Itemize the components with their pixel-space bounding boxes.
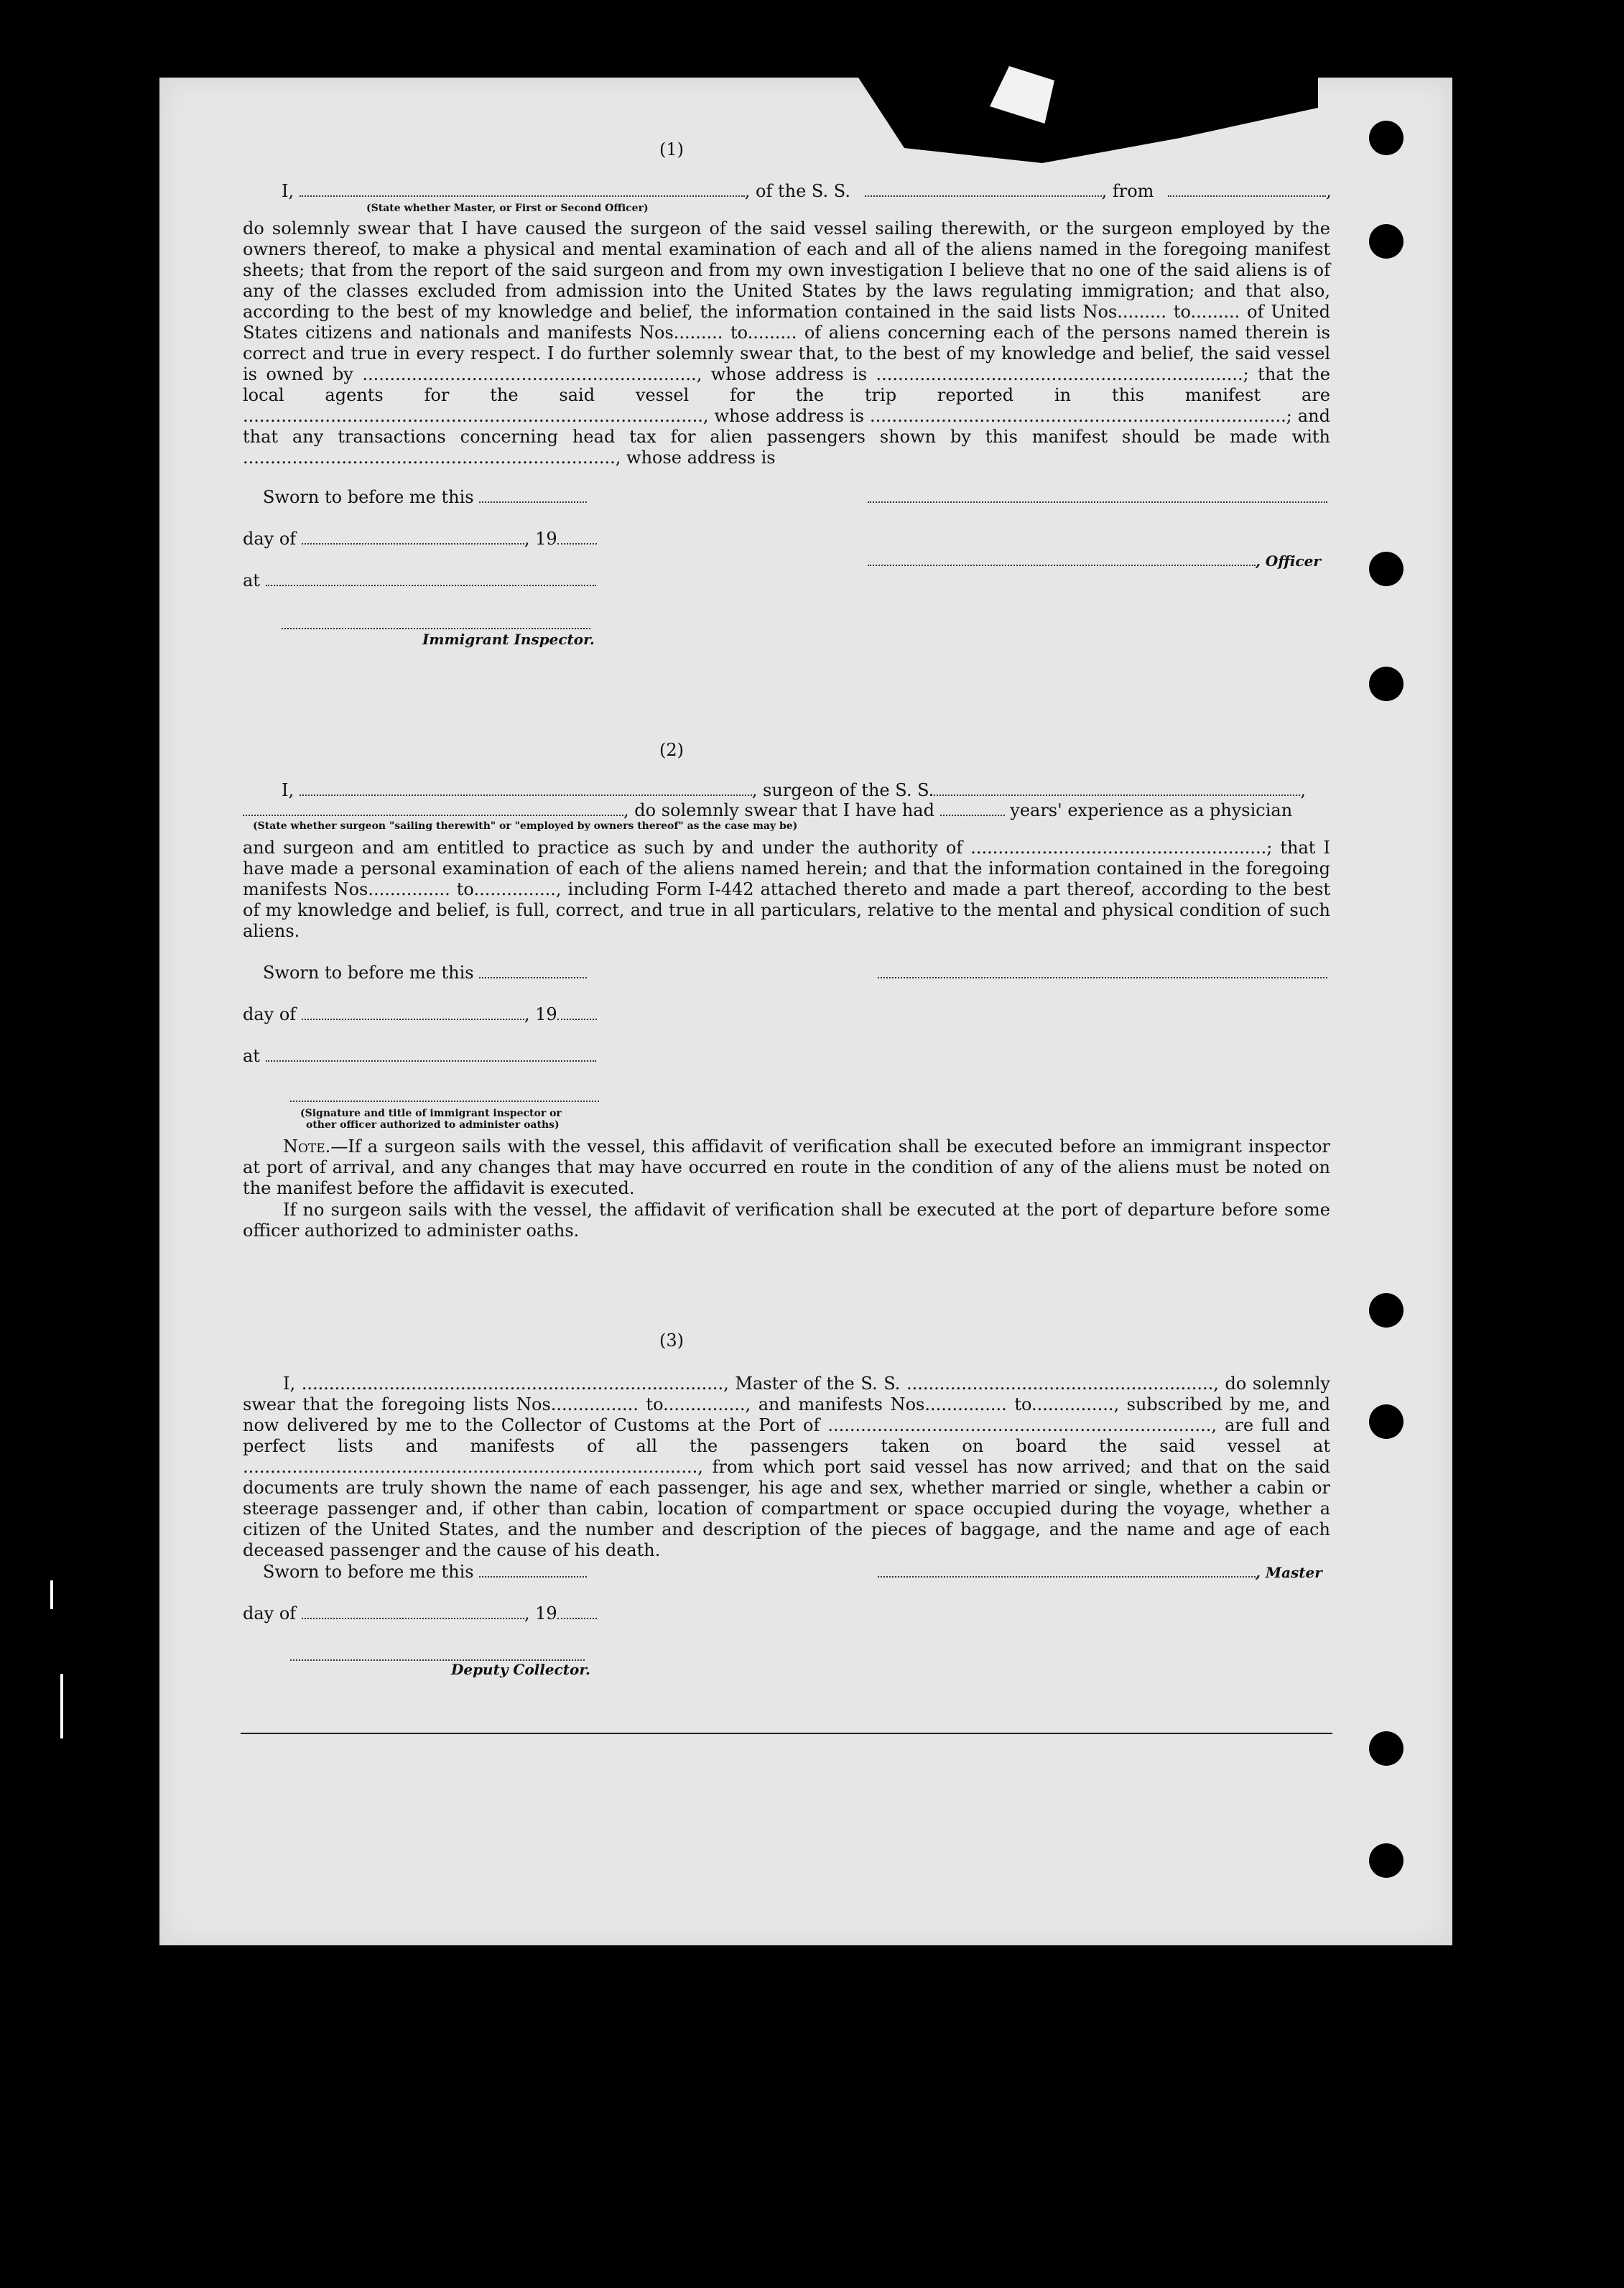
label-from: , from: [1101, 181, 1154, 201]
oath-body-3: I, ............................................................................., Master of the S. S. ........................................................, do solemnly swear that the foregoing lists Nos................ to..............., and manifests Nos............... to..............., subscribed by me, and now delivered by me to the Collector of Customs at the Port of ......................................................................, are full and perfect lists and manifests of all the passengers taken on board the said vessel at ..................................................................................., from which port said vessel has now arrived; and that on the said documents are truly shown the name of each passenger, his age and sex, whether married or single, whether a cabin or steerage passenger and, if other than cabin, location of compartment or space occupied during the voyage, whether a citizen of the United States, and the number and description of the pieces of baggage, and the name and age of each deceased passenger and the cause of his death.: [243, 1374, 1330, 1560]
note-paragraph-2: If no surgeon sails with the vessel, the affidavit of verification shall be executed at the port of departure before some officer authorized to administer oaths.: [243, 1200, 1330, 1241]
oath-body-2: and surgeon and am entitled to practice as such by and under the authority of ......................................................; that I have made a personal examination of each of the aliens named herein; and that the information contained in the foregoing manifests Nos............... to..............., including Form I-442 attached thereto and made a part thereof, according to the best of my knowledge and belief, is full, correct, and true in all particulars, relative to the mental and physical condition of such aliens.: [243, 838, 1330, 941]
day-line: [243, 1603, 597, 1624]
day-line: [243, 1004, 597, 1024]
hint-officer-title: (State whether Master, or First or Second Officer): [366, 203, 649, 214]
section-number: (3): [659, 1330, 684, 1351]
punch-hole: [1369, 667, 1403, 701]
sworn-line: [263, 963, 587, 983]
punch-hole: [1369, 224, 1403, 259]
note-label: Note.: [283, 1136, 331, 1157]
label-19: , 19: [524, 529, 557, 549]
scan-artifact: [60, 1674, 63, 1738]
punch-hole: [1369, 1731, 1403, 1766]
label-years-experience: years' experience as a physician: [1010, 800, 1293, 820]
punch-hole: [1369, 552, 1403, 586]
oath-line-officer: I, , of the S. S. , from ,: [282, 181, 1332, 201]
label-day-of: day of: [243, 1004, 297, 1024]
at-line: [243, 570, 596, 590]
at-line: [243, 1046, 596, 1066]
bottom-rule: [241, 1733, 1332, 1734]
label-immigrant-inspector: Immigrant Inspector.: [422, 631, 595, 648]
label-master: , Master: [1256, 1564, 1322, 1581]
section-number: (2): [659, 740, 684, 760]
signature-hint-1: (Signature and title of immigrant inspector or: [300, 1108, 562, 1119]
label-19: , 19: [524, 1004, 557, 1024]
label-at: at: [243, 1046, 260, 1066]
signature-line-surgeon: [878, 963, 1327, 983]
oath-body-1: do solemnly swear that I have caused the surgeon of the said vessel sailing therewith, or the surgeon employed by the owners thereof, to make a physical and mental examination of each and all of the aliens named in the foregoing manifest sheets; that from the report of the said surgeon and from my own investigation I believe that no one of the said aliens is of any of the classes excluded from admission into the United States by the laws regulating immigration; and that also, according to the best of my knowledge and belief, the information contained in the said lists Nos......... to......... of United States citizens and nationals and manifests Nos......... to......... of aliens concerning each of the persons named therein is correct and true in every respect. I do further solemnly swear that, to the best of my knowledge and belief, the said vessel is owned by ............................................................., whose address is ...................................................................; that the local agents for the said vessel for the trip reported in this manifest are ...................................................................................., whose address is ............................................................................; and that any transactions concerning head tax for alien passengers shown by this manifest should be made with ...................................................................., whose address is: [243, 218, 1330, 468]
signature-line-inspector: [290, 1086, 599, 1106]
hint-surgeon-type: (State whether surgeon "sailing therewith" or "employed by owners thereof" as the case may be): [253, 820, 798, 832]
signature-hint-2: other officer authorized to administer oaths): [306, 1119, 560, 1131]
label-19: , 19: [524, 1603, 557, 1624]
label-at: at: [243, 570, 260, 590]
label-surgeon-of-ss: , surgeon of the S. S.: [751, 780, 934, 800]
sworn-line: [263, 487, 587, 507]
label-sworn: Sworn to before me this: [263, 1562, 474, 1582]
note-text: —If a surgeon sails with the vessel, this affidavit of verification shall be executed before an immigrant inspector at port of arrival, and any changes that may have occurred en route in the condition of any of the aliens must be noted on the manifest before the affidavit is executed.: [243, 1136, 1330, 1198]
label-do-swear: , do solemnly swear that I have had: [623, 800, 934, 820]
label-sworn: Sworn to before me this: [263, 487, 474, 507]
scan-artifact: [50, 1580, 53, 1609]
section-number: (1): [659, 139, 684, 159]
label-day-of: day of: [243, 1603, 297, 1624]
punch-hole: [1369, 121, 1403, 155]
punch-hole: [1369, 1843, 1403, 1878]
label-i: I,: [282, 181, 294, 201]
oath-line-experience: [243, 800, 1292, 820]
master-line: [878, 1562, 1322, 1582]
signature-line-officer: [868, 487, 1327, 507]
label-deputy-collector: Deputy Collector.: [451, 1661, 591, 1678]
label-day-of: day of: [243, 529, 297, 549]
punch-hole: [1369, 1404, 1403, 1439]
label-i: I,: [282, 780, 294, 800]
label-of-ss: , of the S. S.: [744, 181, 850, 201]
note-paragraph: [243, 1136, 1330, 1199]
label-officer: , Officer: [1256, 552, 1321, 570]
oath-line-surgeon: I, , surgeon of the S. S. ,: [282, 780, 1306, 800]
punch-hole: [1369, 1293, 1403, 1328]
sworn-line: [263, 1562, 587, 1582]
officer-line: [868, 550, 1321, 570]
label-sworn: Sworn to before me this: [263, 963, 474, 983]
day-line: [243, 529, 597, 549]
